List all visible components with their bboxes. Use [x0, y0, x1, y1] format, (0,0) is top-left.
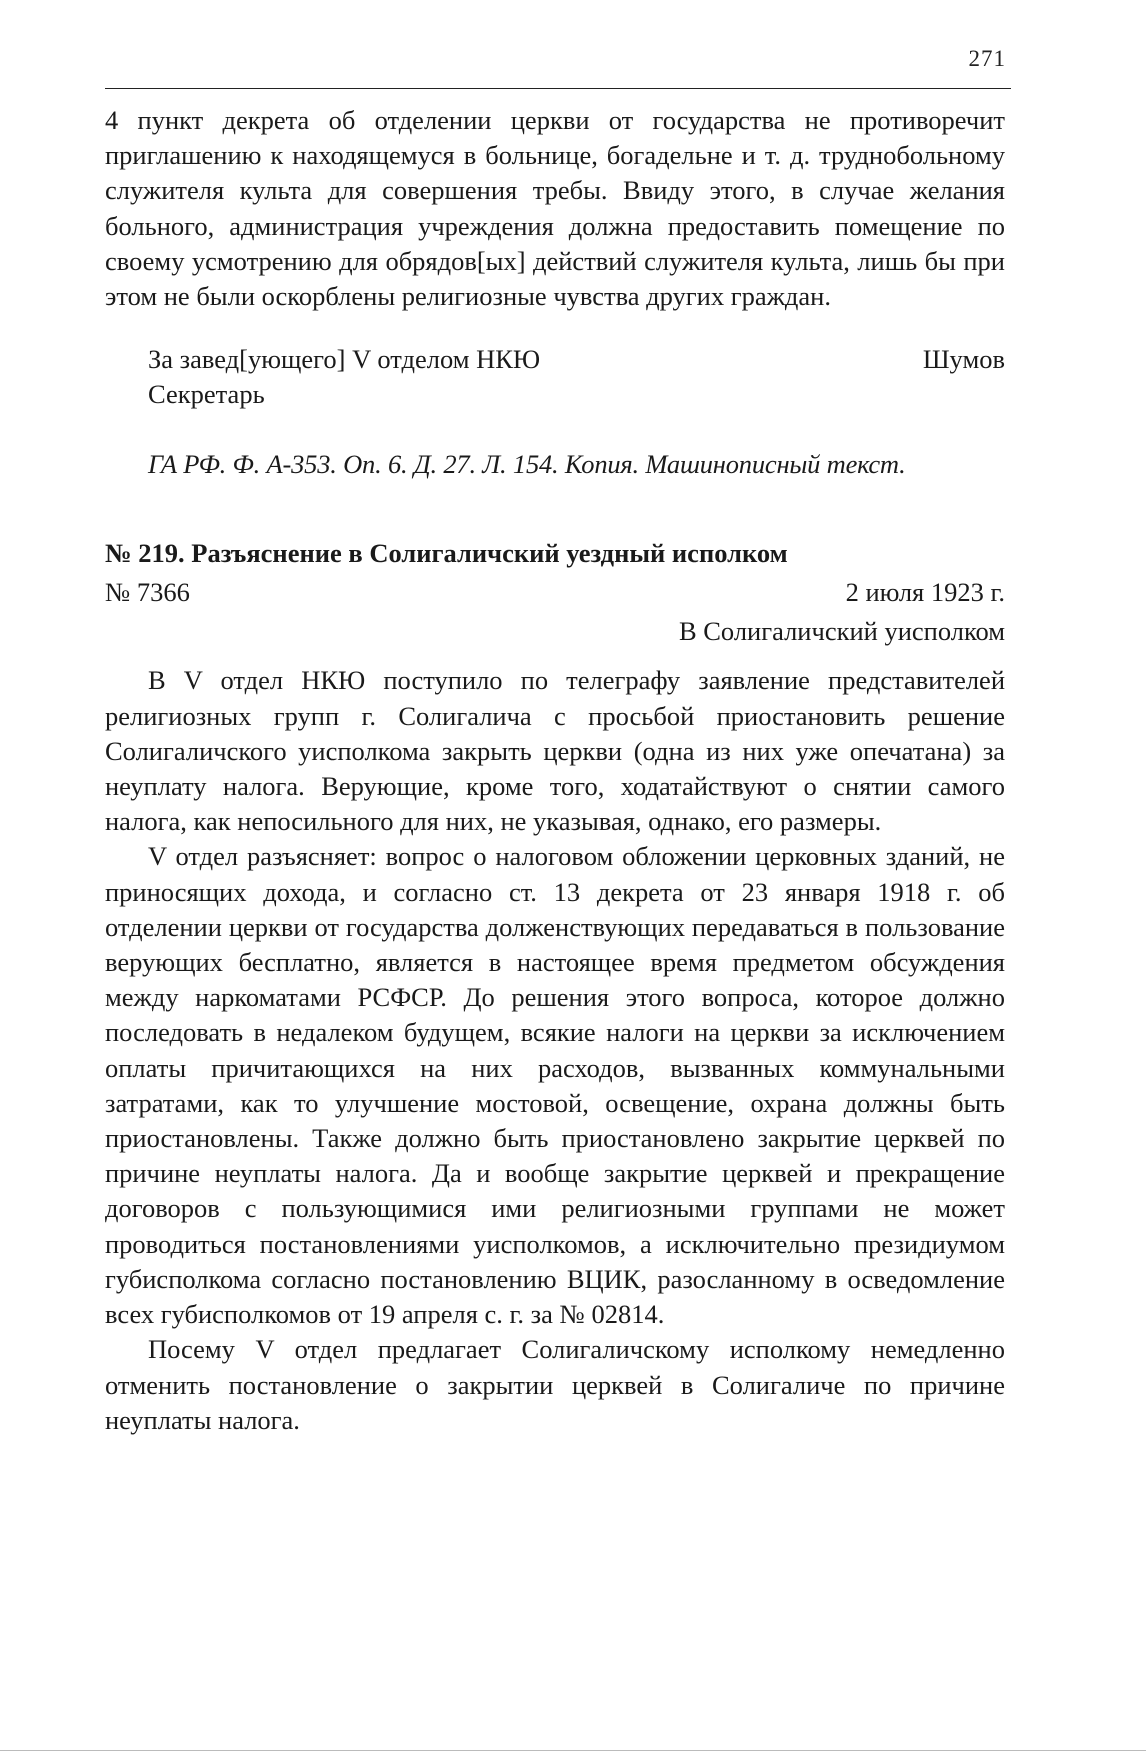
page-bottom-edge: [0, 1750, 1146, 1751]
signature-line: [148, 342, 1005, 377]
continuation-paragraph: 4 пункт декрета об отделении церкви от государства не противоречит приглашению к находящемуся в больнице, богадельне и т. д. труднобольному служителя культа для совершения требы. Ввиду этого, в случае желания больного, администрация учреждения должна предоставить помещение по своему усмотрению для обрядов[ых] действий служителя культа, лишь бы при этом не были оскорблены религиозные чувства других граждан.: [105, 105, 1005, 312]
secretary-line: Секретарь: [148, 379, 265, 410]
document-date: 2 июля 1923 г.: [845, 577, 1005, 608]
archive-source-note: ГА РФ. Ф. А-353. Оп. 6. Д. 27. Л. 154. Копия. Машинописный текст.: [148, 448, 906, 479]
document-number: № 7366: [105, 577, 190, 608]
header-rule: [105, 88, 1011, 89]
body-paragraph: В V отдел НКЮ поступило по телеграфу заявление представителей религиозных групп г. Солигалича с просьбой приостановить решение Солигаличского уисполкома закрыть церкви (одна из них уже опечатана) за неуплату налога. Верующие, кроме того, ходатайствуют о снятии самого налога, как непосильного для них, не указывая, однако, его размеры.: [105, 665, 1005, 837]
document-addressee: В Солигаличский уисполком: [678, 616, 1005, 647]
body-paragraph: V отдел разъясняет: вопрос о налоговом обложении церковных зданий, не приносящих дохода, и согласно ст. 13 декрета от 23 января 1918 г. об отделении церкви от государства долженствующих передаваться в пользование верующих бесплатно, является в настоящее время предметом обсуждения между наркоматами РСФСР. До решения этого вопроса, которое должно последовать в недалеком будущем, всякие налоги на церкви за исключением оплаты причитающихся на них расходов, вызванных коммунальными затратами, как то улучшение мостовой, освещение, охрана должны быть приостановлены. Также должно быть приостановлено закрытие церквей по причине неуплаты налога. Да и вообще закрытие церквей и прекращение договоров с пользующимися ими религиозными группами не может проводиться постановлениями уисполкомов, а исключительно президиумом губисполкома согласно постановлению ВЦИК, разосланному в осведомление всех губисполкомов от 19 апреля с. г. за № 02814.: [105, 841, 1005, 1330]
page-content: [105, 103, 1005, 1438]
signatory-position: За завед[ующего] V отделом НКЮ: [148, 344, 541, 375]
signatory-name: Шумов: [922, 344, 1005, 375]
document-body: [105, 663, 1005, 1437]
document-meta: [105, 575, 1005, 610]
document-heading: № 219. Разъяснение в Солигаличский уездный исполком: [105, 537, 788, 568]
page-number: 271: [968, 46, 1006, 71]
body-paragraph: Посему V отдел предлагает Солигаличскому исполкому немедленно отменить постановление о закрытии церквей в Солигаличе по причине неуплаты налога.: [105, 1334, 1005, 1435]
signature-block: [105, 342, 1005, 412]
